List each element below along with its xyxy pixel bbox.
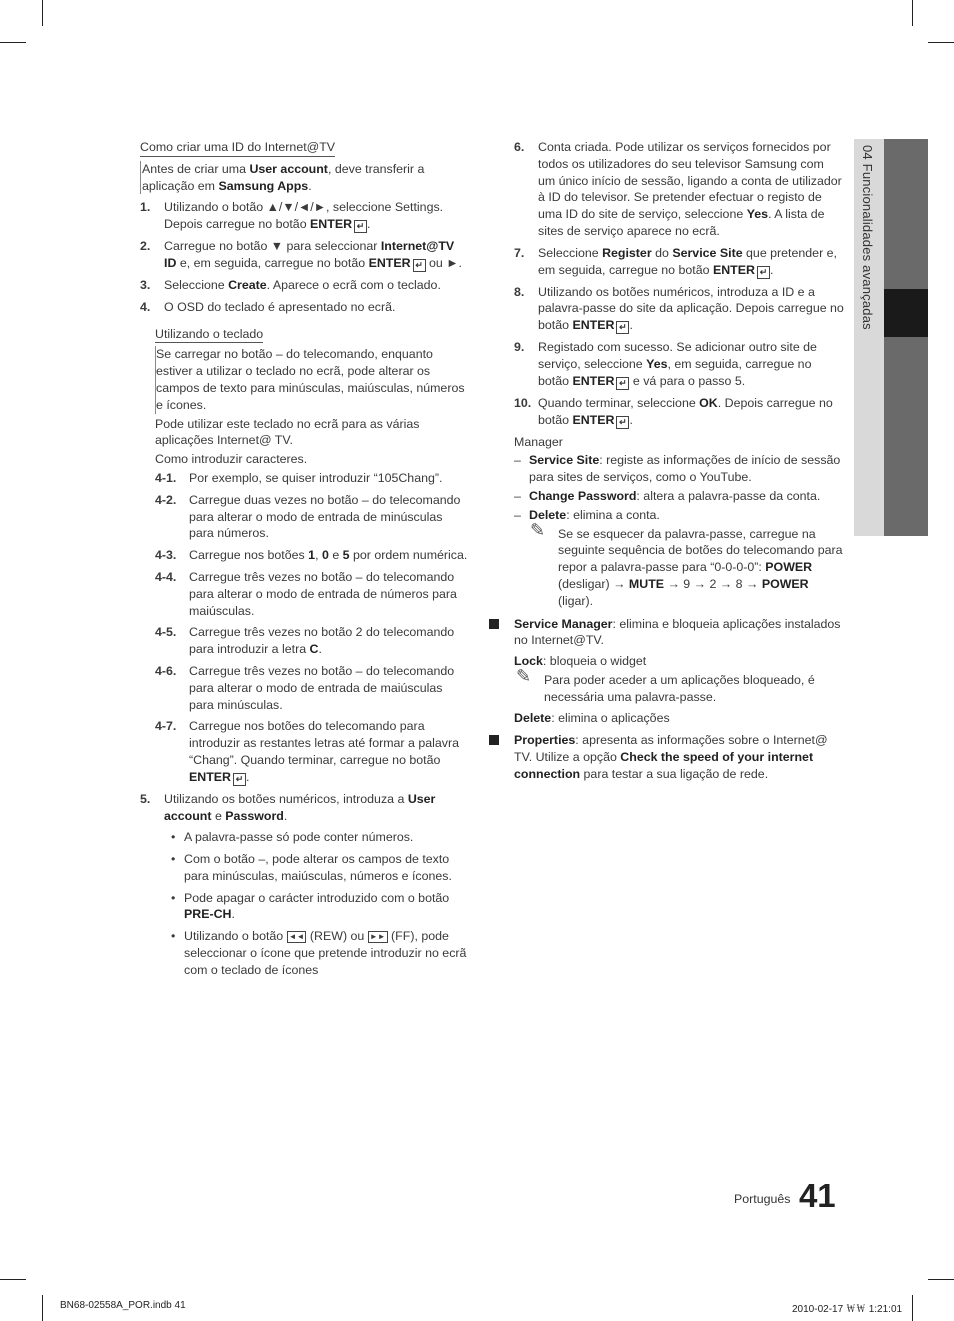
substep-4-2: 4-2. Carregue duas vezes no botão – do telecomando para alterar o modo de entrada de minúsculas para números. <box>155 492 461 541</box>
bullet-4: • Utilizando o botão ◄◄ (REW) ou ►► (FF), pode seleccionar o ícone que pretende introduzir no ecrã com o teclado de ícones <box>171 929 467 977</box>
chapter-label: 04 Funcionalidades avançadas <box>860 145 875 330</box>
manager-item-change-password: – Change Password: altera a palavra-passe da conta. <box>514 488 821 503</box>
lock-item: Lock: bloqueia o widget <box>514 654 647 669</box>
side-tab-active-marker <box>884 289 928 337</box>
substep-4-6: 4-6. Carregue três vezes no botão – do telecomando para alterar o modo de entrada de maiúsculas para minúsculas. <box>155 663 455 712</box>
enter-icon: ↵ <box>233 773 246 786</box>
bullet-1: • A palavra-passe só pode conter números. <box>171 830 414 845</box>
substep-4-5: 4-5. Carregue três vezes no botão 2 do telecomando para introduzir a letra C. <box>155 625 455 657</box>
intro-paragraph: Antes de criar uma User account, deve transferir a aplicação em Samsung Apps. <box>140 161 468 195</box>
keyboard-p2: Pode utilizar este teclado no ecrã para as várias aplicações Internet@ TV. <box>155 416 420 448</box>
chapter-side-tab <box>854 139 928 536</box>
enter-icon: ↵ <box>413 259 426 272</box>
step-2: 2. Carregue no botão ▼ para seleccionar Internet@TV ID e, em seguida, carregue no botão ENTER ↵ ou ►. <box>140 239 462 270</box>
step-10: 10. Quando terminar, seleccione OK. Depois carregue no botão ENTER ↵ . <box>514 395 833 427</box>
step-7: 7. Seleccione Register do Service Site que pretender e, em seguida, carregue no botão ENTER ↵ . <box>514 245 837 277</box>
enter-icon: ↵ <box>616 416 629 429</box>
bullet-2: • Com o botão –, pode alterar os campos de texto para minúsculas, maiúsculas, números e ícones. <box>171 852 452 883</box>
keyboard-p3: Como introduzir caracteres. <box>155 452 308 467</box>
step-4: 4. O OSD do teclado é apresentado no ecrã. <box>140 299 396 314</box>
note-lock: ✎ Para poder aceder a um aplicações bloqueado, é necessária uma palavra-passe. <box>516 665 815 704</box>
step-8: 8. Utilizando os botões numéricos, introduza a ID e a palavra-passe do site da aplicação. Depois carregue no botão ENTER ↵ . <box>514 284 844 333</box>
crop-mark <box>0 42 26 43</box>
page-number: 41 <box>798 1177 836 1214</box>
crop-mark <box>912 1295 913 1321</box>
service-manager-item: Service Manager: elimina e bloqueia aplicações instalados no Internet@TV. <box>514 616 844 650</box>
enter-icon: ↵ <box>616 377 629 390</box>
crop-mark <box>42 0 43 26</box>
square-bullet-icon <box>489 619 499 629</box>
crop-mark <box>928 1279 954 1280</box>
enter-icon: ↵ <box>757 266 770 279</box>
step-9: 9. Registado com sucesso. Se adicionar outro site de serviço, seleccione Yes, em seguida, carregue no botão ENTER ↵ e vá para o passo 5. <box>514 340 817 388</box>
step-6: 6. Conta criada. Pode utilizar os serviços fornecidos por todos os utilizadores do seu televisor Samsung com um único início de sessão, ligando a conta de utilizador à ID do televisor. Se pretender efectuar o registo de uma ID do site de serviço, seleccione Yes. A lista de sites de serviço aparece no ecrã. <box>514 140 842 238</box>
ff-icon: ►► <box>369 932 386 942</box>
rew-icon: ◄◄ <box>288 932 305 942</box>
print-file-label: BN68-02558A_POR.indb 41 <box>60 1300 186 1311</box>
properties-item: Properties: apresenta as informações sobre o Internet@ TV. Utilize a opção Check the speed of your internet connection para testar a sua ligação de rede. <box>514 732 844 782</box>
keyboard-p1: Se carregar no botão – do telecomando, enquanto estiver a utilizar o teclado no ecrã, pode alterar os campos de texto para minúsculas, maiúsculas, números e ícones. <box>155 346 468 413</box>
left-column <box>140 139 468 984</box>
manager-item-delete: – Delete: elimina a conta. <box>514 507 660 522</box>
square-bullet-icon <box>489 735 499 745</box>
step-3: 3. Seleccione Create. Aparece o ecrã com o teclado. <box>140 277 441 292</box>
side-tab-dark <box>884 139 928 536</box>
enter-icon: ↵ <box>616 321 629 334</box>
crop-mark <box>912 0 913 26</box>
bullet-3: • Pode apagar o carácter introduzido com o botão PRE-CH. <box>171 890 450 922</box>
step-1: 1. Utilizando o botão ▲/▼/◄/►, seleccione Settings. Depois carregue no botão ENTER ↵ . <box>140 200 444 232</box>
page-footer <box>734 1177 836 1215</box>
substep-4-7: 4-7. Carregue nos botões do telecomando para introduzir as restantes letras até formar a palavra “Chang”. Quando terminar, carregue no botão ENTER ↵ . <box>155 719 459 784</box>
substep-4-4: 4-4. Carregue três vezes no botão – do telecomando para alterar o modo de entrada de números para maiúsculas. <box>155 569 457 618</box>
language-label: Português <box>734 1192 791 1206</box>
enter-icon: ↵ <box>354 220 367 233</box>
delete-item: Delete: elimina o aplicações <box>514 710 670 725</box>
crop-mark <box>42 1295 43 1321</box>
pencil-note-icon: ✎ <box>530 519 546 540</box>
substep-4-1: 4-1. Por exemplo, se quiser introduzir “105Chang”. <box>155 470 443 485</box>
step-5: 5. Utilizando os botões numéricos, introduza a User account e Password. <box>140 791 436 823</box>
manager-heading: Manager <box>514 434 563 449</box>
crop-mark <box>928 42 954 43</box>
manager-item-service-site: – Service Site: registe as informações de início de sessão para sites de serviços, como o YouTube. <box>514 453 841 485</box>
keyboard-section <box>140 326 468 786</box>
note-reset-password: ✎ Se se esquecer da palavra-passe, carregue na seguinte sequência de botões do telecomando para repor a palavra-passe para “0-0-0-0”: POWER (desligar) → MUTE → 9 → 2 → 8 → POWER (ligar). <box>530 519 843 608</box>
crop-mark <box>0 1279 26 1280</box>
keyboard-title: Utilizando o teclado <box>155 326 263 344</box>
right-column <box>514 139 844 788</box>
print-date-label: 2010-02-17 ￦￦ 1:21:01 <box>792 1304 903 1315</box>
pencil-note-icon: ✎ <box>516 665 532 686</box>
section-title: Como criar uma ID do Internet@TV <box>140 139 335 157</box>
substep-4-3: 4-3. Carregue nos botões 1, 0 e 5 por ordem numérica. <box>155 548 468 563</box>
